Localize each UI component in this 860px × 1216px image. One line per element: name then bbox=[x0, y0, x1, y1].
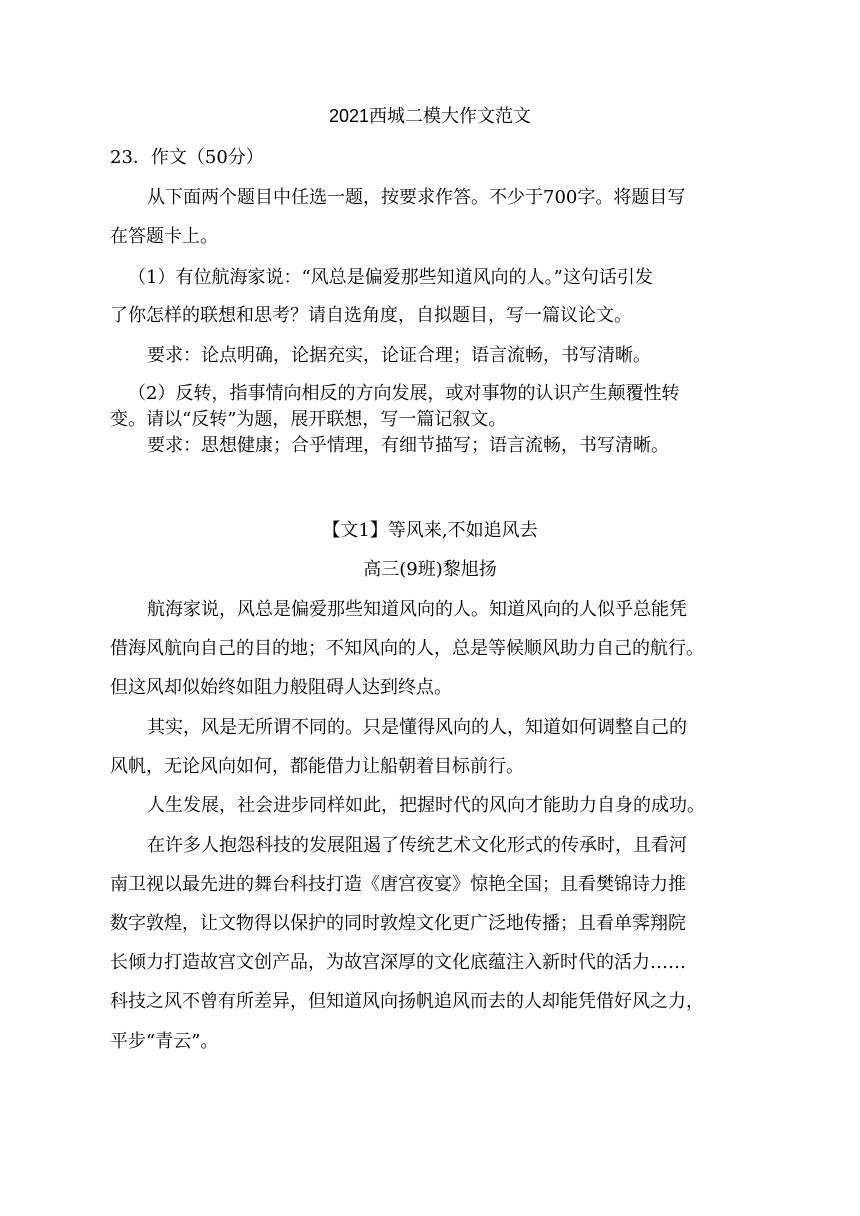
essay-paragraph-line: 数字敦煌，让文物得以保护的同时敦煌文化更广泛地传播；且看单霁翔院 bbox=[110, 913, 686, 934]
essay-title: 【文1】等风来,不如追风去 bbox=[322, 520, 538, 541]
instructions-line-2: 在答题卡上。 bbox=[110, 226, 218, 247]
instructions-line-1: 从下面两个题目中任选一题，按要求作答。不少于700字。将题目写 bbox=[147, 187, 686, 208]
option2-requirements: 要求：思想健康；合乎情理，有细节描写；语言流畅，书写清晰。 bbox=[147, 435, 669, 456]
essay-paragraph-line: 借海风航向自己的目的地；不知风向的人，总是等候顺风助力自己的航行。 bbox=[110, 638, 704, 659]
option1-line-2: 了你怎样的联想和思考？请自选角度，自拟题目，写一篇议论文。 bbox=[110, 305, 632, 326]
option1-requirements: 要求：论点明确，论据充实，论证合理；语言流畅，书写清晰。 bbox=[147, 345, 651, 366]
option2-line-2: 变。请以“反转”为题，展开联想，写一篇记叙文。 bbox=[110, 409, 507, 430]
essay-paragraph-line: 人生发展，社会进步同样如此，把握时代的风向才能助力自身的成功。 bbox=[147, 795, 705, 816]
essay-paragraph-line: 科技之风不曾有所差异，但知道风向扬帆追风而去的人却能凭借好风之力， bbox=[110, 991, 704, 1012]
essay-paragraph-line: 平步“青云”。 bbox=[110, 1031, 219, 1052]
document-title: 2021西城二模大作文范文 bbox=[328, 106, 532, 126]
essay-paragraph-line: 航海家说，风总是偏爱那些知道风向的人。知道风向的人似乎总能凭 bbox=[147, 599, 687, 620]
essay-paragraph-line: 风帆，无论风向如何，都能借力让船朝着目标前行。 bbox=[110, 756, 524, 777]
essay-paragraph-line: 长倾力打造故宫文创产品，为故宫深厚的文化底蕴注入新时代的活力…… bbox=[110, 952, 686, 973]
essay-paragraph-line: 南卫视以最先进的舞台科技打造《唐宫夜宴》惊艳全国；且看樊锦诗力推 bbox=[110, 874, 686, 895]
essay-paragraph-line: 在许多人抱怨科技的发展阻遏了传统艺术文化形式的传承时，且看河 bbox=[147, 835, 687, 856]
question-heading: 23．作文（50分） bbox=[110, 147, 264, 168]
option1-line-1: （1）有位航海家说：“风总是偏爱那些知道风向的人。”这句话引发 bbox=[128, 267, 653, 288]
option2-line-1: （2）反转，指事情向相反的方向发展，或对事物的认识产生颠覆性转 bbox=[128, 383, 680, 404]
essay-paragraph-line: 但这风却似始终如阻力般阻碍人达到终点。 bbox=[110, 677, 452, 698]
essay-paragraph-line: 其实，风是无所谓不同的。只是懂得风向的人，知道如何调整自己的 bbox=[147, 717, 687, 738]
essay-author: 高三(9班)黎旭扬 bbox=[363, 559, 497, 580]
